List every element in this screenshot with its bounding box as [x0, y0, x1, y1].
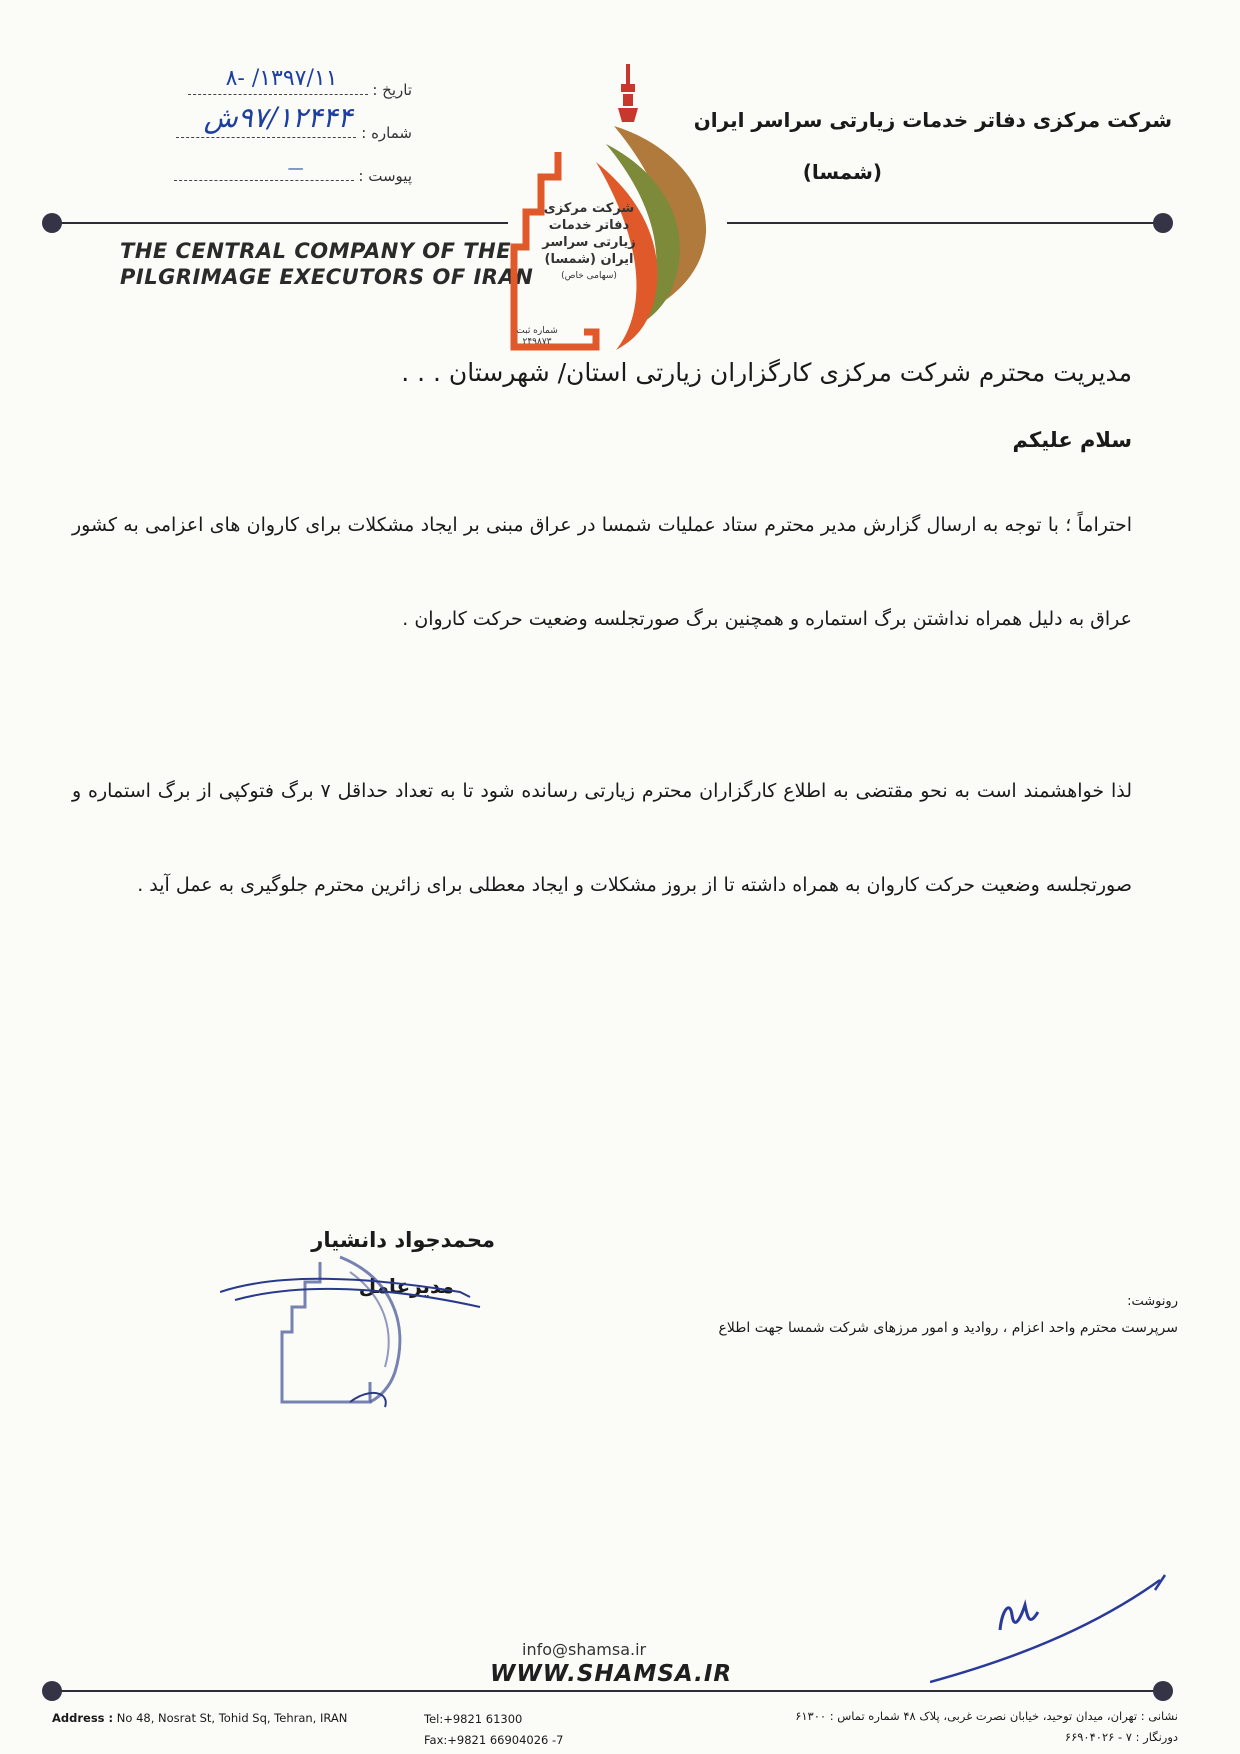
- address-fa-line2: دورنگار : ۷ - ۶۶۹۰۴۰۲۶: [1064, 1730, 1178, 1744]
- paragraph-2: لذا خواهشمند است به نحو مقتضی به اطلاع کارگزاران محترم زیارتی رسانده شود تا به تعداد حداقل ۷ برگ فتوکپی از برگ استماره و صورتجلسه وضعیت حرکت کاروان به همراه داشته تا از بروز مشکلات و ایجاد معطلی برای زائرین محترم جلوگیری به عمل آید .: [72, 780, 1132, 896]
- company-stamp: [220, 1252, 520, 1412]
- number-value: ۹۷/۱۲۴۴۴ش: [203, 101, 353, 134]
- header-divider-left: [58, 222, 508, 224]
- logo-reg-label: شماره ثبت: [516, 326, 558, 336]
- address-en: [52, 1711, 347, 1725]
- date-label: تاریخ :: [372, 81, 412, 99]
- number-field: [176, 101, 412, 142]
- header-dot-right: [1153, 213, 1173, 233]
- fax: Fax:+9821 66904026 -7: [424, 1733, 564, 1747]
- signatory-name: محمدجواد دانشیار: [311, 1228, 495, 1252]
- address-en-label: Address :: [52, 1711, 114, 1725]
- date-line: [188, 66, 368, 95]
- greeting: سلام علیکم: [1012, 428, 1132, 452]
- attachment-value: —: [287, 158, 304, 177]
- logo-text-line2: دفاتر خدمات: [548, 218, 630, 233]
- company-name-en-line2: PILGRIMAGE EXECUTORS OF IRAN: [120, 265, 534, 289]
- date-value: ۱۳۹۷/۱۱/ -۸: [225, 66, 338, 91]
- address-fa: [795, 1706, 1178, 1748]
- logo-registration: [502, 326, 572, 348]
- company-name-en-line1: THE CENTRAL COMPANY OF THE: [120, 239, 512, 263]
- address-fa-line1: نشانی : تهران، میدان توحید، خیابان نصرت غربی، پلاک ۴۸ شماره تماس : ۶۱۳۰۰: [795, 1709, 1178, 1723]
- contact-numbers: [424, 1709, 564, 1751]
- footer-divider: [58, 1690, 1163, 1692]
- website: WWW.SHAMSA.IR: [490, 1661, 733, 1687]
- signature-scribble-icon: [930, 1570, 1190, 1690]
- stamp-icon: [220, 1252, 520, 1412]
- footer-dot-left: [42, 1681, 62, 1701]
- company-logo: [496, 62, 716, 362]
- address-en-text: No 48, Nosrat St, Tohid Sq, Tehran, IRAN: [116, 1711, 348, 1725]
- number-line: [176, 101, 356, 138]
- initials-signature: [930, 1570, 1190, 1690]
- cc-label: رونوشت:: [1127, 1294, 1178, 1309]
- company-short-name: (شمسا): [802, 160, 882, 184]
- company-name-en: [120, 238, 533, 290]
- cc-text: سرپرست محترم واحد اعزام ، روادید و امور مرزهای شرکت شمسا جهت اطلاع: [718, 1320, 1178, 1336]
- logo-text-line1: شرکت مرکزی: [543, 201, 635, 216]
- signatory-title: مدیرعامل: [358, 1274, 454, 1298]
- date-field: [188, 66, 412, 99]
- logo-text-line4: ایران (شمسا): [544, 252, 634, 267]
- logo-text-line3: زیارتی سراسر: [542, 235, 636, 250]
- number-label: شماره :: [361, 124, 412, 142]
- company-name-fa: شرکت مرکزی دفاتر خدمات زیارتی سراسر ایران: [693, 108, 1172, 132]
- paragraph-1: احتراماً ؛ با توجه به ارسال گزارش مدیر محترم ستاد عملیات شمسا در عراق مبنی بر ایجاد مشکلات برای کاروان های اعزامی به کشور عراق به دلیل همراه نداشتن برگ استماره و همچنین برگ صورتجلسه وضعیت حرکت کاروان .: [72, 514, 1132, 630]
- logo-text: [534, 200, 644, 285]
- attachment-field: [174, 158, 412, 185]
- logo-text-line5: (سهامی خاص): [561, 271, 617, 281]
- header-divider-right: [727, 222, 1167, 224]
- attachment-label: پیوست :: [358, 167, 412, 185]
- logo-reg-number: ۲۴۹۸۷۳: [522, 337, 552, 347]
- footer-dot-right: [1153, 1681, 1173, 1701]
- email: info@shamsa.ir: [522, 1640, 647, 1659]
- recipient-line: مدیریت محترم شرکت مرکزی کارگزاران زیارتی استان/ شهرستان . . .: [401, 358, 1132, 387]
- header-dot-left: [42, 213, 62, 233]
- attachment-line: [174, 158, 354, 181]
- telephone: Tel:+9821 61300: [424, 1712, 523, 1726]
